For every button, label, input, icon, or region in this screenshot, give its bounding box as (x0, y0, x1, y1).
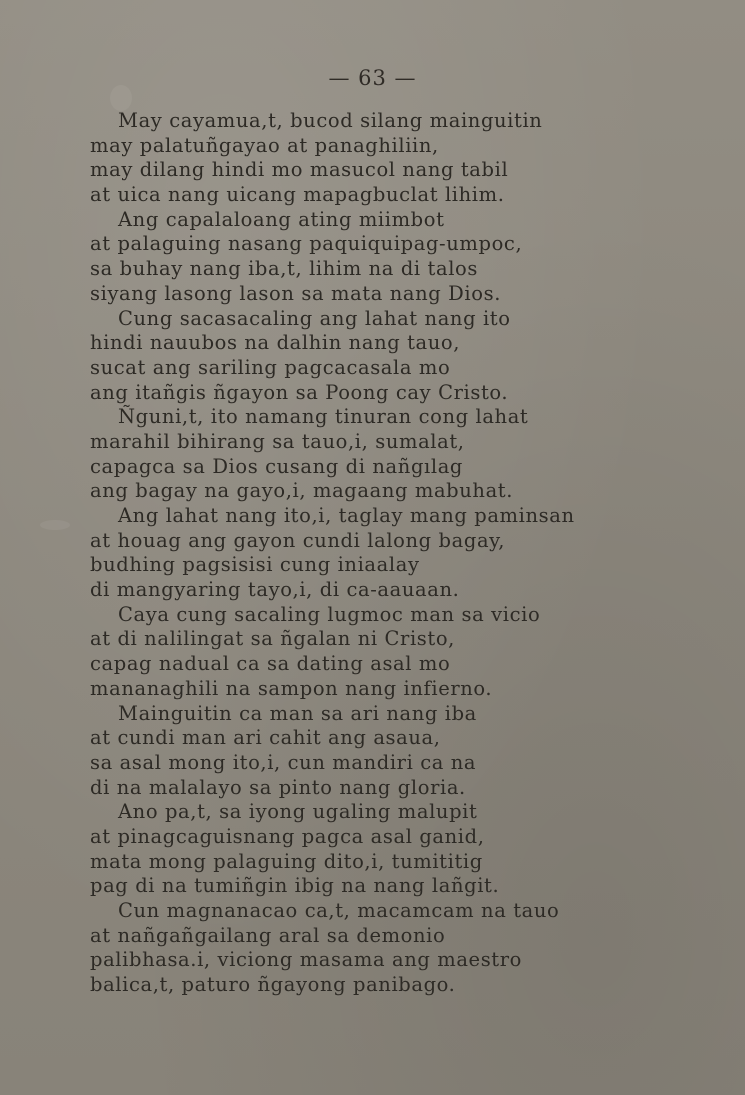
poem-line: at uica nang uicang mapagbuclat lihim. (90, 183, 505, 207)
poem-body (90, 109, 650, 998)
stanza (90, 603, 650, 702)
poem-line: sa asal mong ito,i, cun mandiri ca na (90, 750, 477, 774)
poem-line: marahil bihirang sa tauo,i, sumalat, (90, 429, 465, 453)
stanza (90, 307, 650, 406)
poem-line: Ang capalaloang ating miimbot (118, 207, 445, 231)
poem-line: ang bagay na gayo,i, magaang mabuhat. (90, 479, 514, 503)
poem-line: Cun magnanacao ca,t, macamcam na tauo (118, 899, 560, 922)
poem-line: pag di na tumiñgin ibig na nang lañgit. (90, 874, 500, 898)
stanza (90, 702, 650, 801)
poem-line: hindi nauubos na dalhin nang tauo, (90, 331, 461, 355)
poem-line: capagca sa Dios cusang di nañgılag (90, 454, 464, 478)
poem-line: sucat ang sariling pagcacasala mo (90, 355, 451, 379)
stanza (90, 109, 650, 208)
stanza (90, 800, 650, 899)
poem-line: Ano pa,t, sa iyong ugaling malupit (118, 800, 478, 824)
poem-line: at palaguing nasang paquiquipag-umpoc, (90, 232, 523, 256)
poem-line: ang itañgis ñgayon sa Poong cay Cristo. (90, 380, 509, 404)
poem-line: di na malalayo sa pinto nang gloria. (90, 775, 466, 799)
poem-line: mata mong palaguing dito,i, tumititig (90, 849, 483, 873)
poem-line: at houag ang gayon cundi lalong bagay, (90, 528, 505, 552)
page-number: — 63 — (328, 66, 417, 90)
poem-line: balica,t, paturo ñgayong panibago. (90, 973, 456, 997)
poem-line: mananaghili na sampon nang infierno. (90, 676, 493, 700)
poem-line: capag nadual ca sa dating asal mo (90, 652, 451, 676)
stanza (90, 504, 650, 603)
poem-line: sa buhay nang iba,t, lihim na di talos (90, 257, 478, 281)
poem-line: budhing pagsisisi cung iniaalay (90, 553, 420, 577)
poem-line: Mainguitin ca man sa ari nang iba (118, 701, 477, 725)
poem-line: at nañgañgailang aral sa demonio (90, 923, 446, 947)
poem-line: at cundi man ari cahit ang asaua, (90, 726, 441, 750)
poem-line: di mangyaring tayo,i, di ca-aauaan. (90, 578, 460, 602)
stanza (90, 405, 650, 504)
stanza (90, 899, 650, 998)
poem-line: Cung sacasacaling ang lahat nang ito (118, 306, 511, 330)
stanza (90, 208, 650, 307)
paper-stain (40, 520, 70, 530)
poem-line: Caya cung sacaling lugmoc man sa vicio (118, 602, 541, 626)
poem-line: may palatuñgayao at panaghiliin, (90, 133, 439, 157)
poem-line: at pinagcaguisnang pagca asal ganid, (90, 824, 485, 848)
poem-line: Ang lahat nang ito,i, taglay mang paminsan (118, 504, 575, 527)
poem-line: siyang lasong lason sa mata nang Dios. (90, 281, 501, 305)
poem-line: may dilang hindi mo masucol nang tabil (90, 158, 509, 182)
poem-line: Ñguni,t, ito namang tinuran cong lahat (118, 405, 529, 429)
poem-line: May cayamua,t, bucod silang mainguitin (118, 109, 543, 132)
poem-line: at di nalilingat sa ñgalan ni Cristo, (90, 627, 455, 651)
poem-line: palibhasa.i, viciong masama ang maestro (90, 948, 522, 972)
